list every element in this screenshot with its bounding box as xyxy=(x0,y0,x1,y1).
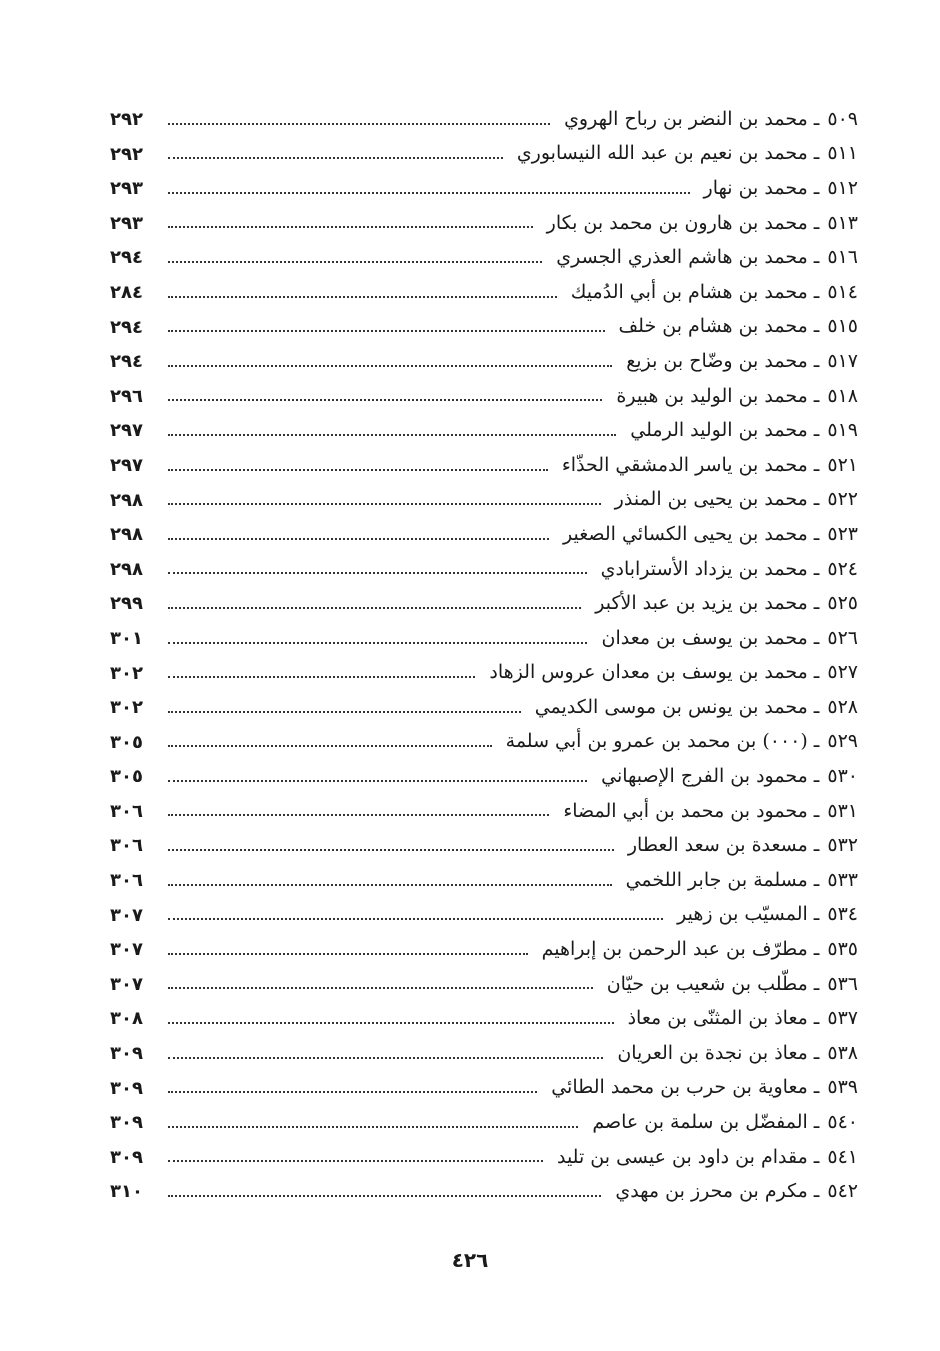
entry-number: ٥١١ xyxy=(827,142,858,165)
entry-separator: ـ xyxy=(813,453,820,476)
toc-entry xyxy=(110,304,858,339)
dot-leader xyxy=(168,192,690,194)
entry-number: ٥٣١ xyxy=(827,799,858,822)
dot-leader xyxy=(168,884,612,886)
entry-number: ٥١٢ xyxy=(827,176,858,199)
entry-number: ٥٤١ xyxy=(827,1145,858,1168)
entry-title: المسيّب بن زهير xyxy=(677,903,808,926)
entry-number: ٥٢١ xyxy=(827,453,858,476)
entry-page-number: ٣٠٢ xyxy=(110,697,143,719)
dot-leader xyxy=(168,780,587,782)
dot-leader xyxy=(168,953,528,955)
entry-page-number: ٢٩٢ xyxy=(110,109,143,130)
table-of-contents xyxy=(110,96,858,1203)
entry-title: المفضّل بن سلمة بن عاصم xyxy=(592,1111,808,1134)
entry-title: محمد بن ياسر الدمشقي الحذّاء xyxy=(561,453,808,476)
entry-page-number: ٣٠٧ xyxy=(110,939,143,961)
entry-separator: ـ xyxy=(813,1180,820,1203)
dot-leader xyxy=(168,1160,543,1162)
entry-title: محمد بن هارون بن محمد بن بكار xyxy=(546,211,808,234)
entry-page-number: ٢٩٦ xyxy=(110,385,143,407)
entry-separator: ـ xyxy=(813,107,820,130)
entry-title: محمد بن يوسف بن معدان عروس الزهاد xyxy=(489,661,808,684)
entry-separator: ـ xyxy=(813,799,820,822)
entry-page-number: ٣٠١ xyxy=(110,627,143,649)
entry-page-number: ٢٩٢ xyxy=(110,143,143,165)
dot-leader xyxy=(168,1022,614,1024)
entry-title: محمد بن يزيد بن عبد الأكبر xyxy=(595,592,808,615)
toc-entry xyxy=(110,511,858,546)
entry-page-number: ٣٠٨ xyxy=(110,1008,143,1030)
toc-entry xyxy=(110,892,858,927)
entry-number: ٥٢٦ xyxy=(827,626,858,649)
dot-leader xyxy=(168,1195,601,1197)
entry-number: ٥٤٠ xyxy=(827,1111,858,1134)
toc-entry xyxy=(110,788,858,823)
toc-entry xyxy=(110,857,858,892)
toc-entry xyxy=(110,1030,858,1065)
toc-entry xyxy=(110,1168,858,1203)
entry-page-number: ٢٩٩ xyxy=(110,593,143,615)
entry-title: معاذ بن نجدة بن العريان xyxy=(617,1041,808,1064)
toc-entry xyxy=(110,442,858,477)
dot-leader xyxy=(168,814,549,816)
entry-title: محمد بن يحيى الكسائي الصغير xyxy=(563,522,808,545)
entry-separator: ـ xyxy=(813,488,820,511)
toc-entry xyxy=(110,926,858,961)
entry-title: مسعدة بن سعد العطار xyxy=(627,834,808,857)
dot-leader xyxy=(168,745,492,747)
dot-leader xyxy=(168,711,521,713)
toc-entry xyxy=(110,753,858,788)
entry-separator: ـ xyxy=(813,315,820,338)
toc-entry xyxy=(110,338,858,373)
entry-page-number: ٢٩٤ xyxy=(110,351,143,373)
entry-separator: ـ xyxy=(813,1007,820,1030)
entry-number: ٥١٨ xyxy=(827,384,858,407)
entry-page-number: ٢٩٧ xyxy=(110,420,143,442)
entry-separator: ـ xyxy=(813,972,820,995)
dot-leader xyxy=(168,849,614,851)
entry-page-number: ٣٠٥ xyxy=(110,731,143,753)
dot-leader xyxy=(168,987,593,989)
entry-title: محمد بن يحيى بن المنذر xyxy=(614,488,808,511)
toc-entry xyxy=(110,822,858,857)
entry-page-number: ٣٠٧ xyxy=(110,904,143,926)
entry-title: معاذ بن المثنّى بن معاذ xyxy=(627,1007,808,1030)
entry-separator: ـ xyxy=(813,557,820,580)
entry-number: ٥٤٢ xyxy=(827,1180,858,1203)
entry-title: محمد بن النضر بن رباح الهروي xyxy=(564,107,808,130)
entry-number: ٥٣٥ xyxy=(827,938,858,961)
toc-entry xyxy=(110,165,858,200)
entry-separator: ـ xyxy=(813,522,820,545)
toc-entry xyxy=(110,580,858,615)
entry-separator: ـ xyxy=(813,1076,820,1099)
entry-page-number: ٢٩٨ xyxy=(110,558,143,580)
entry-number: ٥٢٧ xyxy=(827,661,858,684)
entry-number: ٥١٣ xyxy=(827,211,858,234)
entry-number: ٥٣٩ xyxy=(827,1076,858,1099)
entry-page-number: ٢٩٣ xyxy=(110,178,143,200)
entry-number: ٥١٤ xyxy=(827,280,858,303)
toc-entry xyxy=(110,1134,858,1169)
entry-title: محمود بن محمد بن أبي المضاء xyxy=(563,799,808,822)
entry-number: ٥٠٩ xyxy=(827,107,858,130)
dot-leader xyxy=(168,503,601,505)
entry-number: ٥٣٣ xyxy=(827,868,858,891)
dot-leader xyxy=(168,157,503,159)
entry-separator: ـ xyxy=(813,280,820,303)
entry-separator: ـ xyxy=(813,349,820,372)
entry-page-number: ٣٠٦ xyxy=(110,835,143,857)
entry-page-number: ٢٩٧ xyxy=(110,454,143,476)
entry-page-number: ٣٠٩ xyxy=(110,1112,143,1134)
dot-leader xyxy=(168,1057,603,1059)
toc-entry xyxy=(110,200,858,235)
entry-page-number: ٣١٠ xyxy=(110,1181,143,1203)
toc-entry xyxy=(110,1065,858,1100)
dot-leader xyxy=(168,1091,537,1093)
toc-entry xyxy=(110,1099,858,1134)
dot-leader xyxy=(168,469,548,471)
dot-leader xyxy=(168,607,581,609)
entry-number: ٥١٧ xyxy=(827,349,858,372)
entry-number: ٥٢٩ xyxy=(827,730,858,753)
entry-separator: ـ xyxy=(813,730,820,753)
toc-entry xyxy=(110,546,858,581)
dot-leader xyxy=(168,296,557,298)
dot-leader xyxy=(168,330,605,332)
entry-title: مطّلب بن شعيب بن حيّان xyxy=(606,972,808,995)
entry-separator: ـ xyxy=(813,211,820,234)
entry-title: محمود بن الفرج الإصبهاني xyxy=(601,765,808,788)
entry-page-number: ٣٠٩ xyxy=(110,1077,143,1099)
toc-entry xyxy=(110,131,858,166)
entry-page-number: ٢٨٤ xyxy=(110,281,143,303)
entry-number: ٥١٩ xyxy=(827,419,858,442)
entry-title: محمد بن هشام بن أبي الدُميك xyxy=(570,280,808,303)
entry-page-number: ٣٠٩ xyxy=(110,1043,143,1065)
dot-leader xyxy=(168,434,616,436)
entry-page-number: ٢٩٤ xyxy=(110,316,143,338)
dot-leader xyxy=(168,572,587,574)
entry-separator: ـ xyxy=(813,1145,820,1168)
toc-entry xyxy=(110,234,858,269)
entry-number: ٥٢٨ xyxy=(827,695,858,718)
toc-entry xyxy=(110,995,858,1030)
entry-number: ٥٣٤ xyxy=(827,903,858,926)
entry-page-number: ٣٠٥ xyxy=(110,766,143,788)
toc-entry xyxy=(110,477,858,512)
entry-number: ٥٣٧ xyxy=(827,1007,858,1030)
entry-page-number: ٣٠٦ xyxy=(110,800,143,822)
dot-leader xyxy=(168,123,550,125)
entry-title: محمد بن وضّاح بن بزيع xyxy=(626,349,808,372)
toc-entry xyxy=(110,269,858,304)
entry-page-number: ٢٩٨ xyxy=(110,489,143,511)
entry-title: محمد بن الوليد بن هبيرة xyxy=(616,384,808,407)
entry-number: ٥٢٣ xyxy=(827,522,858,545)
entry-title: (٠٠٠) بن محمد بن عمرو بن أبي سلمة xyxy=(505,730,808,753)
toc-entry xyxy=(110,719,858,754)
entry-page-number: ٢٩٣ xyxy=(110,212,143,234)
entry-title: معاوية بن حرب بن محمد الطائي xyxy=(551,1076,808,1099)
entry-separator: ـ xyxy=(813,765,820,788)
entry-title: مطرّف بن عبد الرحمن بن إبراهيم xyxy=(541,938,808,961)
entry-separator: ـ xyxy=(813,1041,820,1064)
entry-separator: ـ xyxy=(813,661,820,684)
dot-leader xyxy=(168,676,475,678)
entry-page-number: ٣٠٦ xyxy=(110,870,143,892)
entry-separator: ـ xyxy=(813,695,820,718)
entry-number: ٥٢٤ xyxy=(827,557,858,580)
entry-title: محمد بن الوليد الرملي xyxy=(630,419,808,442)
entry-title: محمد بن نهار xyxy=(703,176,808,199)
dot-leader xyxy=(168,261,542,263)
entry-separator: ـ xyxy=(813,903,820,926)
page-number: ٤٢٦ xyxy=(451,1248,489,1272)
dot-leader xyxy=(168,365,612,367)
entry-title: محمد بن يوسف بن معدان xyxy=(601,626,808,649)
entry-separator: ـ xyxy=(813,176,820,199)
dot-leader xyxy=(168,918,663,920)
entry-number: ٥٢٥ xyxy=(827,592,858,615)
entry-page-number: ٣٠٧ xyxy=(110,973,143,995)
entry-number: ٥٣٢ xyxy=(827,834,858,857)
entry-separator: ـ xyxy=(813,246,820,269)
entry-separator: ـ xyxy=(813,1111,820,1134)
dot-leader xyxy=(168,642,587,644)
entry-title: محمد بن يزداد الأسترابادي xyxy=(600,557,808,580)
entry-number: ٥٣٨ xyxy=(827,1041,858,1064)
entry-number: ٥١٥ xyxy=(827,315,858,338)
entry-separator: ـ xyxy=(813,419,820,442)
entry-separator: ـ xyxy=(813,868,820,891)
dot-leader xyxy=(168,226,533,228)
entry-page-number: ٣٠٩ xyxy=(110,1146,143,1168)
entry-title: محمد بن هشام بن خلف xyxy=(618,315,808,338)
toc-entry xyxy=(110,373,858,408)
entry-page-number: ٢٩٨ xyxy=(110,524,143,546)
entry-separator: ـ xyxy=(813,592,820,615)
dot-leader xyxy=(168,1126,578,1128)
dot-leader xyxy=(168,399,602,401)
entry-title: مكرم بن محرز بن مهدي xyxy=(615,1180,808,1203)
toc-entry xyxy=(110,961,858,996)
entry-title: محمد بن نعيم بن عبد الله النيسابوري xyxy=(516,142,808,165)
toc-entry xyxy=(110,684,858,719)
entry-number: ٥٢٢ xyxy=(827,488,858,511)
entry-number: ٥٣٠ xyxy=(827,765,858,788)
entry-separator: ـ xyxy=(813,626,820,649)
dot-leader xyxy=(168,538,549,540)
entry-page-number: ٣٠٢ xyxy=(110,662,143,684)
entry-title: محمد بن هاشم العذري الجسري xyxy=(556,246,808,269)
toc-entry xyxy=(110,407,858,442)
entry-separator: ـ xyxy=(813,938,820,961)
entry-number: ٥٣٦ xyxy=(827,972,858,995)
entry-page-number: ٢٩٤ xyxy=(110,247,143,269)
entry-title: محمد بن يونس بن موسى الكديمي xyxy=(534,695,808,718)
toc-entry xyxy=(110,650,858,685)
entry-separator: ـ xyxy=(813,142,820,165)
toc-entry xyxy=(110,615,858,650)
entry-separator: ـ xyxy=(813,384,820,407)
toc-entry xyxy=(110,96,858,131)
entry-separator: ـ xyxy=(813,834,820,857)
entry-title: مسلمة بن جابر اللخمي xyxy=(625,868,808,891)
entry-title: مقدام بن داود بن عيسى بن تليد xyxy=(556,1145,808,1168)
entry-number: ٥١٦ xyxy=(827,246,858,269)
